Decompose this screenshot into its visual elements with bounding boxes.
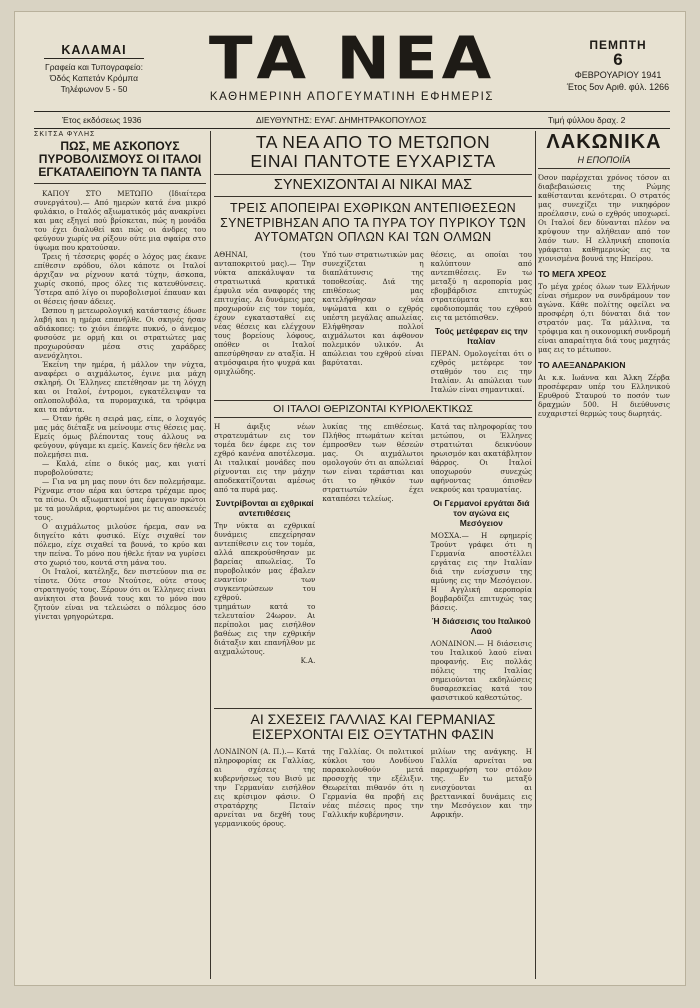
newspaper-title: ΤΑ ΝΕΑ	[208, 24, 496, 94]
small-headline-1: Συντρίβονται αι εχθρικαί αντεπιθέσεις	[215, 497, 314, 518]
lakonika-subtitle: Η ΕΠΟΠΟΙΪΑ	[538, 155, 670, 169]
right-text-3: Αι κ.κ. Ιωάννα και Άλκη Ζέρβα προσέφεραν υπέρ του Ελληνικού Ερυθρού Σταυρού το ποσόν των δραχμών 500. Η διεύθυνσις ευχαριστεί θερμώς τους δωρητάς.	[538, 373, 670, 418]
left-paragraph: — Όταν ήρθε η σειρά μας, είπε, ο λοχαγός μας μάς διέταξε να μείνουμε στις θέσεις μας. Εμείς όμως βλέποντας τους άλλους να φεύγουν, φύγαμε κι εμείς. Κανείς δεν ήθελε να πολεμήσει πια.	[34, 414, 206, 459]
main-article-col-3	[431, 250, 532, 394]
left-headline: ΠΩΣ, ΜΕ ΑΣΚΟΠΟΥΣ ΠΥΡΟΒΟΛΙΣΜΟΥΣ ΟΙ ΙΤΑΛΟΙ ΕΓΚΑΤΑΛΕΙΠΟΥΝ ΤΑ ΠΑΝΤΑ	[34, 140, 206, 184]
box-col-3-text: Κατά τας πληροφορίας του μετώπου, οι Έλληνες στρατιώται δεικνύουν ηρωισμόν και ακατάβλητον θάρρος. Οι Ιταλοί υποχωρούν συνεχώς αφήνοντας όπισθεν νεκρούς και τραυματίας.	[430, 421, 532, 494]
main-article-col-1: ΑΘΗΝΑΙ, (του ανταποκριτού μας).— Την νύκτα απεκάλυψαν τα στρατιωτικά κρατικά έμφυλα νέα αναφορές της επιτυχίας. Αι δυνάμεις μας προχωρούν εις τον τομέα, έχουν εγκατασταθεί εις νέας θέσεις και ελέγχουν τους βορείους λόφους, οπόθεν οι Ιταλοί απεσύρθησαν εν αταξία. Η ατμόσφαιρα ήτο ψυχρά και ομιχλώδης.	[214, 249, 316, 376]
main-article-columns	[214, 250, 532, 394]
issue-day: ΠΕΜΠΤΗ	[589, 38, 647, 52]
left-paragraph: Έκείνη την ημέρα, ή μάλλον την νύχτα, αναφέρει ο αιχμάλωτος, έγινε μια μάχη σκληρή. Οι Έλληνες επετέθησαν με τη λόγχη και οι Ιταλοί, έντρομοι, εγκατέλειψαν τα οπλοπολυβόλα, τα πυρομαχικά, τα τρόφιμα και τα πάντα.	[34, 360, 206, 414]
masthead-rule-top	[34, 111, 670, 112]
side-text-1: ΠΕΡΑΝ. Ομολογείται ότι ο εχθρός μετέφερε τον σταθμόν του εις την Ιταλίαν. Αι απώλειαι των Ιταλών είναι σημαντικαί.	[430, 348, 532, 394]
office-line-3: Τηλέφωνον 5 - 50	[60, 84, 128, 94]
masthead-left-box	[44, 45, 144, 107]
right-head-3: ΤΟ ΑΛΕΞΑΝΔΡΑΚΙΟΝ	[538, 360, 626, 370]
issue-month-year: ΦΕΒΡΟΥΑΡΙΟΥ 1941	[574, 70, 662, 80]
main-article-col-2: Υπό των στρατιωτικών μας συνεχίζεται η διαπλάτυνσις της τοποθεσίας. Διά της επιθέσεως μας κατελήφθησαν νέα υψώματα και ο εχθρός υπέστη μεγάλας απωλείας. Ελήφθησαν πολλοί αιχμάλωτοι και άφθονον πολεμικόν υλικόν. Αι απώλειαι του εχθρού είναι βαρύταται.	[322, 249, 424, 367]
bottom-col-2: της Γαλλίας. Οι πολιτικοί κύκλοι του Λονδίνου παρακολουθούν μετά προσοχής την εξέλιξιν. Θεωρείται πιθανόν ότι η Γερμανία θα προβή εις νέας πιέσεις προς την Γαλλικήν κυβέρνησιν.	[322, 746, 424, 819]
lakonika-title: ΛΑΚΩΝΙΚΑ	[546, 131, 662, 153]
issue-date-number: 6	[613, 50, 623, 69]
info-line	[38, 113, 668, 127]
city-name: ΚΑΛΑΜΑΙ	[44, 45, 144, 59]
left-paragraph: — Για να μη μας πουν ότι δεν πολεμήσαμε. Ρίχναμε στον αέρα και ύστερα τρέχαμε προς τα πίσω. Οι αξιωματικοί μας έφευγαν πρώτοι με τα μουλάρια, φορτωμένοι με τις αποσκευές τους.	[34, 477, 206, 522]
office-line-2: Όδός Καπετάν Κρόμπα	[49, 73, 139, 83]
bottom-col-3: μιλίων της ανάγκης. Η Γαλλία αρνείται να παραχωρήση τον στόλον της. Εν τω μεταξύ ενισχύονται αι βρεττανικαί δυνάμεις εις την Μεσόγειον και την Αφρικήν.	[430, 746, 532, 819]
box-article-columns	[214, 422, 532, 702]
middle-column	[214, 131, 532, 981]
box-col-3	[431, 422, 532, 702]
office-line-1: Γραφεία και Τυπογραφείο:	[45, 62, 143, 72]
side-text-3: ΛΟΝΔΙΝΟΝ.— Η διάσεισις του Ιταλικού λαού είναι προφανής. Εις πολλάς πόλεις της Ιταλίας σημειούνται εκδηλώσεις δυσαρεσκείας κατά του φασιστικού καθεστώτος.	[430, 638, 532, 702]
column-divider-1	[210, 131, 211, 979]
side-text-2: ΜΟΣΧΑ.— Η εφημερίς Τρούντ γράφει ότι η Γερμανία αποστέλλει εργάτας εις την Ιταλίαν διά την ενίσχυσιν της αμύνης εις την Μεσόγειον. Η Αγγλική αεροπορία βομβαρδίζει επιτυχώς τας βάσεις.	[430, 530, 532, 612]
main-headline-line2: ΕΙΝΑΙ ΠΑΝΤΟΤΕ ΕΥΧΑΡΙΣΤΑ	[250, 151, 496, 171]
newspaper-subtitle: ΚΑΘΗΜΕΡΙΝΗ ΑΠΟΓΕΥΜΑΤΙΝΗ ΕΦΗΜΕΡΙΣ	[209, 91, 495, 103]
main-headline-line1: ΤΑ ΝΕΑ ΑΠΟ ΤΟ ΜΕΤΩΠΟΝ	[255, 132, 491, 152]
left-paragraph: — Καλά, είπε ο δικός μας, και γιατί πυροβολούσατε;	[34, 459, 206, 477]
bottom-headline: ΑΙ ΣΧΕΣΕΙΣ ΓΑΛΛΙΑΣ ΚΑΙ ΓΕΡΜΑΝΙΑΣ ΕΙΣΕΡΧΟΝΤΑΙ ΕΙΣ ΟΞΥΤΑΤΗΝ ΦΑΣΙΝ	[214, 708, 532, 743]
right-column	[538, 131, 670, 981]
main-headline-line3: ΣΥΝΕΧΙΖΟΝΤΑΙ ΑΙ ΝΙΚΑΙ ΜΑΣ	[214, 174, 532, 197]
box-col-1	[214, 422, 315, 702]
issue-price: Τιμή φύλλου δραχ. 2	[548, 115, 626, 125]
right-text-2: Το μέγα χρέος όλων των Ελλήνων είναι σήμερον να συνδράμουν τον αγώνα. Κάθε πολίτης οφείλει να προσφέρη ό,τι δύναται διά τον στρατόν μας. Τα μάλλινα, τα τρόφιμα και η οικονομική συνδρομή είναι απαραίτητα διά τους μαχητάς μας εις το μέτωπον.	[538, 282, 670, 354]
masthead	[34, 24, 670, 111]
right-head-2: ΤΟ ΜΕΓΑ ΧΡΕΟΣ	[538, 269, 607, 279]
lakonika-text-1: Όσον παρέρχεται χρόνος τόσον αι διαβεβαιώσεις της Ρώμης καθίστανται κενότεραι. Ο στρατός μας συνεχίζει την νικηφόρον προέλασιν, ενώ ο εχθρός υποχωρεί. Οι Ιταλοί δεν δύνανται πλέον να κρύψουν την αλήθειαν από τον λαόν των. Η ελληνική εποποιία γράφεται καθημερινώς εις τα χιονισμένα βουνά της Ηπείρου.	[538, 173, 670, 263]
side-head-2: Οι Γερμανοί εργάται διά τον αγώνα εις Μεσόγειον	[433, 497, 530, 528]
left-kicker: ΣΚΙΤΣΑ ΦΥΛΗΣ	[34, 131, 96, 138]
director-name: ΔΙΕΥΘΥΝΤΗΣ: ΕΥΑΓ. ΔΗΜΗΤΡΑΚΟΠΟΥΛΟΣ	[256, 115, 427, 125]
issue-number: Έτος 5ον Αριθ. φύλ. 1266	[566, 82, 670, 92]
left-paragraph: Ώσπου η μετεωρολογική κατάστασις έδωσε λαβή και η ημέρα επανήλθε. Οι σκηνές ήσαν αδιάκοπες: το χιόνι έπεφτε πυκνό, ο άνεμος φυσούσε με ορμή και οι στρατιώτες μας προχωρούσαν μέσα στις χαράδρες ανενόχλητοι.	[34, 306, 206, 360]
article-signature: Κ.Α.	[300, 656, 316, 665]
bottom-article-columns	[214, 747, 532, 828]
left-paragraph: Οι Ιταλοί, κατέληξε, δεν πιστεύουν πια σε τίποτε. Ούτε στον Ντούτσε, ούτε στους στρατηγούς τους. Ξέρουν ότι οι Έλληνες είναι ανίκητοι στα βουνά τους και το μόνο που ζητούν είναι να τελειώσει ο πόλεμος όσο γίνεται γρηγορώτερα.	[34, 567, 206, 621]
small-text-2: τμημάτων κατά το τελευταίον 24ωρον. Αι περίπολοι μας εισήλθον βαθέως εις την εχθρικήν διάταξιν και επανήλθον με αιχμαλώτους.	[214, 601, 316, 656]
left-paragraph: Ο αιχμάλωτος μιλούσε ήρεμα, σαν να διηγείτο κάτι φυσικό. Είχε σιχαθεί τον πόλεμο, είχε σιχαθεί τα βουνά, το κρύο και την πείνα. Το μόνο που ήθελε ήταν να γυρίσει στο χωριό του, κοντά στη μάνα του.	[34, 522, 206, 567]
box-col-1-text: Η άφιξις νέων στρατευμάτων εις τον τομέα δεν έφερε εις τον εχθρό κανένα αποτέλεσμα. Αι ιταλικαί μονάδες που ρίχνονται εις την μάχην αποδεκατίζονται αμέσως από τα πυρά μας.	[214, 421, 316, 494]
founded-year: Έτος εκδόσεως 1936	[62, 115, 142, 125]
side-head-3: Ή διάσεισις του Ιταλικού Λαού	[431, 615, 531, 636]
side-head-1: Τούς μετέφεραν εις την Ιταλίαν	[434, 325, 528, 346]
main-article-col-3-text: θέσεις, αι οποίαι του καλύπτουν από αντεπιθέσεις. Εν τω μεταξύ η αεροπορία μας εβομβάρδισε επιτυχώς στρατεύματα και εφοδιοπομπάς του εχθρού εις τα μετόπισθεν.	[430, 249, 532, 322]
newspaper-page	[14, 11, 686, 986]
left-body	[34, 189, 206, 621]
left-paragraph: ΚΑΠΟΥ ΣΤΟ ΜΕΤΩΠΟ (Ιδιαίτερα συνεργάτου).— Από ημερών κατά ένα μικρό φυλάκιο, ο Ιταλός αξιωματικός μάς ανακρίνει και μας εξηγεί πού βρίσκεται, πώς η μονάδα του έχει διαλυθεί και πώς οι άνδρες του φεύγουν χωρίς να ρίξουν ούτε μια σφαίρα στο ύψωμα που κρατούσαν.	[34, 189, 206, 252]
box-headline: ΟΙ ΙΤΑΛΟΙ ΘΕΡΙΖΟΝΤΑΙ ΚΥΡΙΟΛΕΚΤΙΚΩΣ	[214, 400, 532, 418]
masthead-rule-bottom	[34, 128, 670, 129]
small-text-1: Την νύκτα αι εχθρικαί δυνάμεις επεχείρησαν αντεπίθεσιν εις τον τομέα, αλλά απεκρούσθησαν με βαρείας απωλείας. Το πυροβολικόν μας έβαλεν εναντίον των συγκεντρώσεων του εχθρού.	[214, 520, 316, 602]
column-divider-2	[535, 131, 536, 979]
left-paragraph: Τρεις ή τέσσερις φορές ο λόχος μας έκανε επίθεσιν εφόδου, όλοι κάποτε οι Ιταλοί άρχιζαν να ρίχνουν κατά τύχην, άσκοπα, χωρίς σκοπό, προς όλες τις κατευθύνσεις. Ύστερα από λίγο οι πυροβολισμοί έπαυαν και οι θέσεις ήσαν άδειες.	[34, 252, 206, 306]
bottom-col-1: ΛΟΝΔΙΝΟΝ (Α. Π.).— Κατά πληροφορίας εκ Γαλλίας, αι σχέσεις της κυβερνήσεως του Βισύ με την Γερμανίαν εισήλθον εις κρίσιμον φάσιν. Ο στρατάρχης Πεταίν αρνείται να δεχθή τους γερμανικούς όρους.	[214, 746, 316, 828]
box-col-2: λυκίας της επιθέσεως. Πλήθος πτωμάτων κείται έμπροσθεν των θέσεών μας. Οι αιχμάλωτοι ομολογούν ότι αι απώλειαί των είναι τεράστιαι και ότι το ηθικόν των στρατιωτών έχει καταπέσει τελείως.	[322, 421, 424, 503]
main-subheadline: ΤΡΕΙΣ ΑΠΟΠΕΙΡΑΙ ΕΧΘΡΙΚΩΝ ΑΝΤΕΠΙΘΕΣΕΩΝ ΣΥΝΕΤΡΙΒΗΣΑΝ ΑΠΟ ΤΑ ΠΥΡΑ ΤΟΥ ΠΥΡΙΚΟΥ ΤΩΝ ΑΥΤΟΜΑΤΩΝ ΟΠΛΩΝ ΚΑΙ ΤΩΝ ΟΛΜΩΝ	[220, 201, 526, 244]
left-column-article	[34, 131, 206, 981]
masthead-date-box	[566, 39, 670, 93]
